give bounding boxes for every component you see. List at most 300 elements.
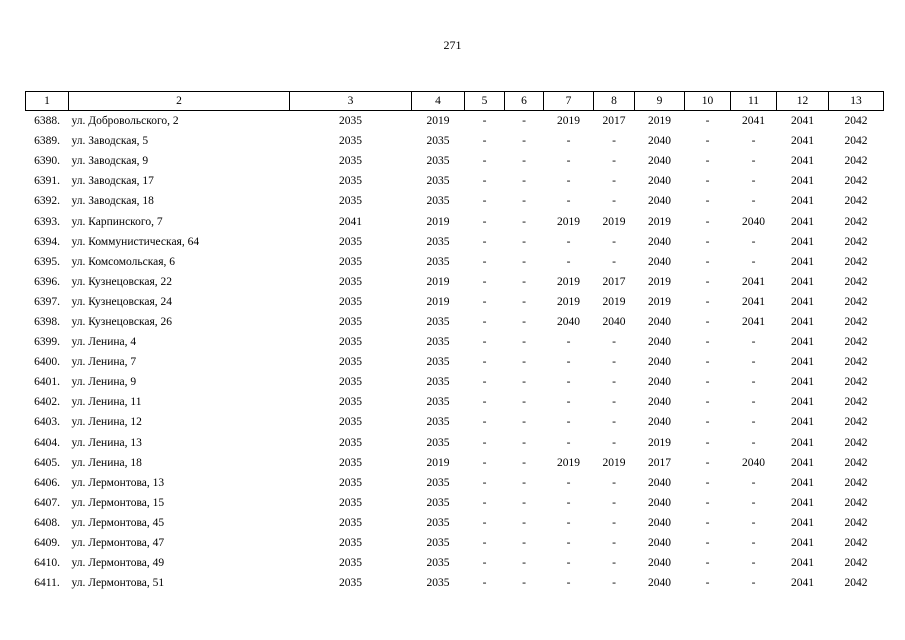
value-cell: 2041 [791,135,814,148]
address-cell: ул. Добровольского, 2 [71,115,179,128]
value-cell: - [612,416,616,429]
value-cell: - [522,396,526,409]
value-cell: - [612,235,616,248]
value-cell: - [482,577,487,590]
value-cell: - [705,115,710,128]
value-cell: - [751,577,756,590]
column-header: 6 [505,92,544,111]
value-cell: 2042 [844,115,868,128]
value-cell: 2041 [791,516,814,529]
value-cell: 2035 [426,235,450,248]
value-cell: 2041 [791,376,814,389]
value-cell: 2041 [791,577,814,590]
value-cell: 2041 [791,456,814,469]
row-number: 6411. [34,577,60,590]
row-number: 6403. [34,416,60,429]
value-cell: 2040 [648,315,671,328]
value-cell: - [482,496,487,509]
value-cell: 2042 [844,235,868,248]
value-cell: - [566,476,571,489]
value-cell: - [566,235,571,248]
value-cell: - [482,315,487,328]
value-cell: - [482,396,487,409]
address-cell: ул. Кузнецовская, 26 [71,315,173,328]
value-cell: 2042 [844,516,868,529]
value-cell: 2040 [648,476,671,489]
value-cell: 2042 [844,275,868,288]
value-cell: - [482,456,487,469]
table-row [26,332,884,352]
value-cell: 2041 [791,195,814,208]
value-cell: 2019 [648,275,671,288]
value-cell: 2035 [339,195,362,208]
row-number: 6400. [34,356,60,369]
value-cell: - [522,436,526,449]
value-cell: - [482,436,487,449]
value-cell: - [566,416,571,429]
address-cell: ул. Ленина, 4 [71,336,137,349]
value-cell: 2040 [648,255,671,268]
value-cell: - [482,295,487,308]
value-cell: 2035 [339,396,362,409]
value-cell: 2040 [648,496,671,509]
value-cell: 2035 [339,376,362,389]
value-cell: 2041 [791,255,814,268]
value-cell: - [612,255,616,268]
value-cell: - [522,516,526,529]
value-cell: - [751,476,756,489]
value-cell: 2042 [844,175,868,188]
value-cell: 2035 [339,557,362,570]
value-cell: 2035 [426,557,450,570]
value-cell: - [482,476,487,489]
value-cell: - [522,496,526,509]
address-cell: ул. Заводская, 9 [71,155,149,168]
value-cell: - [751,235,756,248]
value-cell: 2019 [557,295,580,308]
value-cell: - [482,175,487,188]
table-row [26,191,884,211]
value-cell: - [522,376,526,389]
value-cell: - [522,537,526,550]
value-cell: - [482,255,487,268]
value-cell: 2042 [844,135,868,148]
value-cell: 2040 [648,235,671,248]
value-cell: - [751,436,756,449]
address-cell: ул. Заводская, 18 [71,195,154,208]
address-cell: ул. Коммунистическая, 64 [71,235,200,248]
value-cell: - [566,537,571,550]
value-cell: 2041 [791,356,814,369]
row-number: 6391. [34,175,60,188]
value-cell: 2035 [339,456,362,469]
value-cell: - [522,255,526,268]
row-number: 6402. [34,396,60,409]
value-cell: - [482,356,487,369]
value-cell: - [482,416,487,429]
table-row [26,573,884,593]
table-row [26,111,884,132]
value-cell: 2040 [648,516,671,529]
value-cell: 2019 [426,275,450,288]
column-header: 10 [685,92,731,111]
column-header: 5 [465,92,505,111]
value-cell: - [705,496,710,509]
value-cell: 2019 [602,215,626,228]
value-cell: 2035 [339,416,362,429]
table-row [26,433,884,453]
value-cell: - [751,396,756,409]
value-cell: 2017 [602,275,626,288]
value-cell: - [566,175,571,188]
table-row [26,272,884,292]
value-cell: - [612,356,616,369]
table-row [26,211,884,231]
value-cell: 2041 [791,175,814,188]
value-cell: 2040 [648,376,671,389]
table-row [26,513,884,533]
table-row [26,232,884,252]
value-cell: 2041 [742,295,765,308]
value-cell: 2042 [844,436,868,449]
value-cell: - [612,557,616,570]
value-cell: - [522,557,526,570]
address-cell: ул. Ленина, 9 [71,376,137,389]
value-cell: - [612,155,616,168]
table-row [26,372,884,392]
address-cell: ул. Заводская, 17 [71,175,154,188]
value-cell: 2035 [339,235,362,248]
value-cell: - [566,496,571,509]
value-cell: 2019 [602,456,626,469]
value-cell: - [705,315,710,328]
value-cell: - [566,396,571,409]
value-cell: - [522,195,526,208]
register-table [25,91,884,593]
value-cell: - [751,255,756,268]
value-cell: 2040 [648,356,671,369]
value-cell: 2035 [339,577,362,590]
value-cell: 2042 [844,476,868,489]
value-cell: - [751,356,756,369]
value-cell: 2035 [339,135,362,148]
value-cell: - [751,155,756,168]
value-cell: - [522,336,526,349]
value-cell: 2042 [844,295,868,308]
address-cell: ул. Лермонтова, 13 [71,476,165,489]
value-cell: - [566,356,571,369]
row-number: 6395. [34,255,60,268]
value-cell: - [705,376,710,389]
value-cell: 2019 [426,456,450,469]
value-cell: - [522,155,526,168]
value-cell: 2019 [426,295,450,308]
value-cell: - [612,376,616,389]
value-cell: 2041 [791,557,814,570]
value-cell: 2040 [648,135,671,148]
row-number: 6393. [34,215,60,228]
value-cell: 2035 [426,577,450,590]
value-cell: 2035 [426,436,450,449]
value-cell: - [705,516,710,529]
value-cell: 2040 [648,537,671,550]
value-cell: - [705,396,710,409]
value-cell: - [705,275,710,288]
value-cell: - [751,175,756,188]
address-cell: ул. Ленина, 13 [71,436,142,449]
column-header: 4 [412,92,465,111]
value-cell: 2042 [844,155,868,168]
value-cell: - [522,175,526,188]
value-cell: 2019 [602,295,626,308]
value-cell: - [482,275,487,288]
value-cell: - [522,315,526,328]
value-cell: - [751,537,756,550]
value-cell: - [751,496,756,509]
table-body [26,111,884,594]
value-cell: 2040 [648,336,671,349]
value-cell: 2041 [791,295,814,308]
value-cell: - [566,557,571,570]
value-cell: 2040 [742,456,765,469]
value-cell: - [751,416,756,429]
value-cell: 2041 [791,496,814,509]
value-cell: 2042 [844,537,868,550]
value-cell: 2035 [339,356,362,369]
value-cell: 2040 [648,195,671,208]
value-cell: - [705,155,710,168]
row-number: 6401. [34,376,60,389]
value-cell: 2040 [648,416,671,429]
row-number: 6389. [34,135,60,148]
value-cell: - [705,215,710,228]
value-cell: 2035 [339,496,362,509]
table-row [26,493,884,513]
value-cell: - [612,516,616,529]
value-cell: 2035 [339,537,362,550]
value-cell: 2040 [648,155,671,168]
column-header: 11 [731,92,777,111]
address-cell: ул. Ленина, 12 [71,416,142,429]
value-cell: 2042 [844,315,868,328]
value-cell: 2035 [426,255,450,268]
table-row [26,151,884,171]
value-cell: 2019 [426,115,450,128]
value-cell: - [612,496,616,509]
value-cell: 2042 [844,376,868,389]
value-cell: - [522,235,526,248]
value-cell: - [482,235,487,248]
value-cell: - [566,516,571,529]
column-header: 8 [594,92,635,111]
value-cell: 2041 [791,235,814,248]
address-cell: ул. Лермонтова, 51 [71,577,165,590]
value-cell: - [612,336,616,349]
value-cell: - [705,195,710,208]
value-cell: 2042 [844,255,868,268]
column-header: 9 [635,92,685,111]
value-cell: 2035 [426,135,450,148]
table-row [26,292,884,312]
value-cell: - [482,135,487,148]
value-cell: 2035 [426,376,450,389]
row-number: 6407. [34,496,60,509]
value-cell: 2040 [602,315,626,328]
table-row [26,412,884,432]
value-cell: - [522,295,526,308]
value-cell: - [705,577,710,590]
value-cell: - [612,436,616,449]
column-header: 1 [26,92,69,111]
value-cell: 2019 [557,275,580,288]
value-cell: - [751,376,756,389]
value-cell: 2035 [426,537,450,550]
address-cell: ул. Кузнецовская, 24 [71,295,173,308]
value-cell: - [751,557,756,570]
row-number: 6392. [34,195,60,208]
value-cell: 2040 [648,396,671,409]
value-cell: - [705,255,710,268]
address-cell: ул. Лермонтова, 49 [71,557,165,570]
value-cell: - [705,175,710,188]
address-cell: ул. Кузнецовская, 22 [71,275,173,288]
value-cell: 2019 [648,436,671,449]
value-cell: - [482,155,487,168]
value-cell: - [751,336,756,349]
address-cell: ул. Комсомольская, 6 [71,255,176,268]
value-cell: 2041 [742,275,765,288]
value-cell: - [522,115,526,128]
value-cell: 2040 [557,315,580,328]
value-cell: 2041 [791,476,814,489]
value-cell: 2019 [557,215,580,228]
address-cell: ул. Карпинского, 7 [71,215,163,228]
value-cell: 2035 [339,295,362,308]
value-cell: 2042 [844,496,868,509]
value-cell: - [566,135,571,148]
value-cell: - [482,195,487,208]
value-cell: 2035 [339,115,362,128]
value-cell: - [482,215,487,228]
value-cell: - [566,376,571,389]
value-cell: - [482,336,487,349]
value-cell: 2017 [602,115,626,128]
value-cell: 2035 [426,416,450,429]
value-cell: 2035 [426,195,450,208]
value-cell: - [566,436,571,449]
value-cell: 2040 [648,557,671,570]
value-cell: 2041 [791,416,814,429]
value-cell: 2035 [339,516,362,529]
value-cell: - [566,336,571,349]
value-cell: - [612,195,616,208]
row-number: 6397. [34,295,60,308]
value-cell: 2041 [791,155,814,168]
table-row [26,131,884,151]
value-cell: 2041 [791,537,814,550]
value-cell: - [705,235,710,248]
row-number: 6408. [34,516,60,529]
value-cell: - [751,516,756,529]
value-cell: - [612,537,616,550]
value-cell: 2041 [791,275,814,288]
value-cell: 2035 [339,315,362,328]
value-cell: - [566,195,571,208]
value-cell: 2042 [844,557,868,570]
column-header: 12 [777,92,829,111]
value-cell: 2035 [339,175,362,188]
value-cell: - [482,537,487,550]
value-cell: - [522,416,526,429]
table-row [26,453,884,473]
value-cell: 2035 [426,336,450,349]
value-cell: - [705,356,710,369]
row-number: 6404. [34,436,60,449]
value-cell: - [522,135,526,148]
value-cell: 2035 [339,255,362,268]
value-cell: - [612,577,616,590]
column-header: 13 [829,92,884,111]
value-cell: - [705,436,710,449]
address-cell: ул. Ленина, 11 [71,396,142,409]
value-cell: - [751,195,756,208]
value-cell: 2035 [339,155,362,168]
value-cell: 2041 [742,115,765,128]
row-number: 6396. [34,275,60,288]
value-cell: - [705,537,710,550]
value-cell: 2041 [791,336,814,349]
row-number: 6394. [34,235,60,248]
row-number: 6398. [34,315,60,328]
address-cell: ул. Лермонтова, 15 [71,496,165,509]
row-number: 6410. [34,557,60,570]
value-cell: - [522,275,526,288]
value-cell: - [482,376,487,389]
address-cell: ул. Ленина, 7 [71,356,137,369]
table-row [26,252,884,272]
value-cell: - [482,557,487,570]
value-cell: - [522,476,526,489]
value-cell: 2040 [742,215,765,228]
value-cell: 2041 [791,436,814,449]
value-cell: - [705,416,710,429]
value-cell: - [612,476,616,489]
value-cell: - [705,476,710,489]
table-row [26,392,884,412]
value-cell: 2042 [844,336,868,349]
address-cell: ул. Заводская, 5 [71,135,149,148]
value-cell: 2019 [648,295,671,308]
value-cell: 2035 [426,155,450,168]
value-cell: 2042 [844,195,868,208]
address-cell: ул. Лермонтова, 47 [71,537,165,550]
table-row [26,312,884,332]
value-cell: - [705,456,710,469]
value-cell: 2040 [648,175,671,188]
table-row [26,553,884,573]
value-cell: - [566,577,571,590]
value-cell: 2041 [791,396,814,409]
value-cell: 2041 [339,215,362,228]
value-cell: - [522,577,526,590]
value-cell: 2019 [426,215,450,228]
page-number: 271 [443,38,462,52]
value-cell: - [522,215,526,228]
table-row [26,171,884,191]
value-cell: 2041 [791,115,814,128]
value-cell: - [482,516,487,529]
value-cell: - [522,456,526,469]
